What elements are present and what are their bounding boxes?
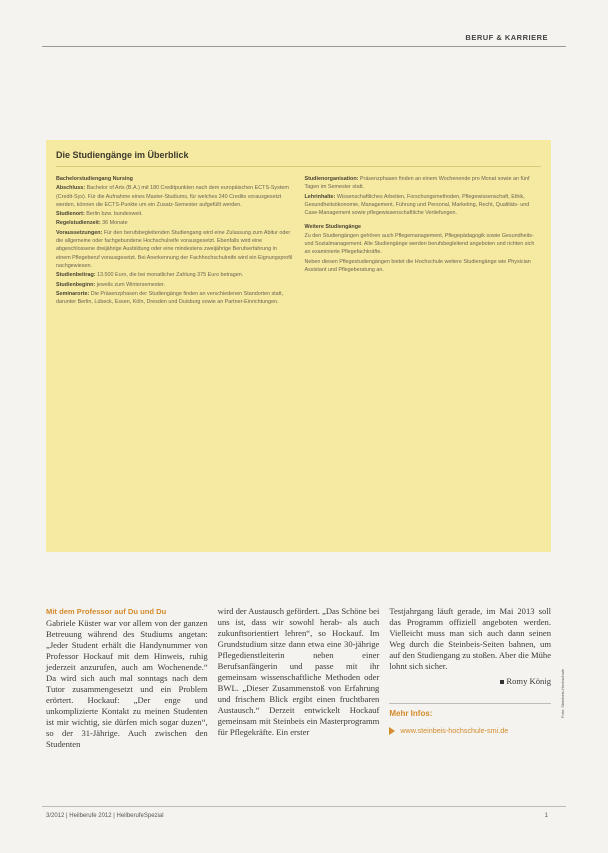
article-column-2	[218, 606, 380, 750]
box-entry	[56, 219, 293, 227]
box-entry-label: Abschluss:	[56, 185, 86, 192]
box-entry-text: 36 Monate	[102, 220, 128, 227]
box-entry-text: Bachelor of Arts (B.A.) mit 180 Creditpunkten nach dem europäischen ECTS-System (Credit-Sys). Für die Aufnahme eines Master-Studiums, für welches 240 Credits vorausgesetzt werden, können die ECTS-Punkte um ein Zusatz-Semester aufgefüllt werden.	[56, 185, 289, 208]
box-entry	[305, 232, 542, 257]
box-entry-text: Neben diesen Pflegestudiengängen bietet die Hochschule weitere Studiengänge wie Physician Assistant und Pflegeberatung an.	[304, 258, 531, 273]
footer-rule	[42, 806, 566, 807]
box-entry-label: Bachelorstudiengang Nursing	[56, 176, 133, 182]
page-number: 1	[544, 813, 548, 819]
box-right-column	[305, 175, 542, 307]
box-entry	[305, 175, 542, 192]
box-entry-label: Studienort:	[56, 211, 85, 218]
more-info-label: Mehr Infos:	[389, 703, 551, 719]
photo-credit: Foto: Steinbeis-Hochschule	[560, 669, 565, 718]
box-entry-text: Berlin bzw. bundesweit.	[86, 211, 143, 218]
author-name: Romy König	[506, 676, 552, 686]
box-entry	[305, 193, 542, 218]
footer-info: 3/2012 | Heilberufe 2012 | HeilberufeSpezial	[46, 813, 164, 819]
box-entry-text: Wissenschaftliches Arbeiten, Forschungsmethoden, Pflegewissenschaft, Ethik, Gesundheitsökonomie, Management, Führung und Personal, Marketing, Recht, Qualitäts- und Case-Management sowie pflegewissenschaftliche Vertiefungen.	[304, 193, 530, 217]
box-entry-text: Zu den Studiengängen gehören auch Pflegemanagement, Pflegepädagogik sowie Gesundheits- und Sozialmanagement. Alle Studiengänge werden berufsbegleitend angeboten und richten sich an examinierte Pflegefachkräfte.	[304, 232, 535, 256]
more-info-link[interactable]	[389, 725, 551, 736]
box-subheading: Weitere Studiengänge	[304, 224, 362, 231]
box-entry	[305, 258, 542, 275]
arrow-right-icon	[389, 727, 395, 735]
box-entry-text: jeweils zum Wintersemester.	[96, 281, 166, 288]
box-entry-label: Regelstudienzeit:	[56, 220, 101, 227]
box-entry-label: Studienbeginn:	[56, 281, 96, 288]
header-rule	[42, 46, 566, 47]
box-entry-text: Für den berufsbegleitenden Studiengang wird eine Zulassung zum Abitur oder die allgemeine oder fachgebundene Hochschulreife vorausgesetzt. Ebenfalls wird eine abgeschlossene dreijährige Ausbildung oder eine mindestens zweijährige Berufserfahrung in einem Pflegeberuf vorausgesetzt. Bei Anerkennung der Fachhochschulreife wird ein Eignungsprofil nachgewiesen.	[56, 229, 293, 269]
end-mark-icon	[500, 680, 504, 684]
box-entry	[56, 271, 293, 279]
subheading: Mit dem Professor auf Du und Du	[46, 607, 167, 616]
box-entry-text: Die Präsenzphasen der Studiengänge finden an verschiedenen Standorten statt, darunter Berlin, Lübeck, Essen, Köln, Dresden und Duisburg sowie an Partner-Einrichtungen.	[56, 290, 284, 306]
author-line	[389, 676, 551, 687]
more-info-url: www.steinbeis-hochschule-smi.de	[400, 726, 509, 735]
box-entry-label: Lehrinhalte:	[304, 193, 336, 200]
box-entry-text: 13.500 Euro, die bei monatlicher Zahlung 375 Euro betragen.	[97, 272, 244, 279]
article-column-3	[389, 606, 551, 750]
article-column-1	[46, 606, 208, 750]
box-entry-label: Voraussetzungen:	[56, 229, 103, 236]
article-paragraph: Testjahrgang läuft gerade, im Mai 2013 soll das Programm offiziell angeboten werden. Vielleicht muss man sich auch dann seinen Weg durch die Steinbeis-Seiten bahnen, um auf den Studiengang zu stoßen. Aber die Mühe lohnt sich sicher.	[389, 606, 552, 671]
box-title: Die Studiengänge im Überblick	[56, 150, 189, 160]
box-entry	[56, 229, 293, 270]
box-entry-text: Präsenzphasen finden an einem Wochenende pro Monat sowie an fünf Tagen im Semester statt.	[304, 176, 530, 191]
box-left-column	[56, 175, 293, 307]
box-entry	[56, 281, 293, 289]
article-body	[46, 606, 551, 750]
box-entry	[56, 184, 293, 209]
box-entry-label: Studienbeitrag:	[56, 272, 96, 279]
section-label: BERUF & KARRIERE	[465, 33, 548, 42]
box-divider	[56, 166, 541, 167]
article-paragraph: wird der Austausch gefördert. „Das Schöne bei uns ist, dass wir sowohl herab- als auch zukunftsorientiert lehren“, so Hockauf. Im Grundstudium sitze dann etwa eine 30-jährige Pflegedienstleiterin neben einer Berufsanfängerin und passe mit ihr gemeinsam wissenschaftliche Methoden oder BWL. „Dieser Zusammenstoß von Erfahrung und frischem Blick ergibt einen fruchtbaren Austausch.“ Derzeit entwickelt Hockauf gemeinsam mit Steinbeis ein Masterprogramm für Pflegekräfte. Ein erster	[217, 606, 380, 737]
box-entry-label: Studienorganisation:	[304, 176, 359, 182]
box-entry-label: Seminarorte:	[56, 290, 90, 297]
box-entry	[56, 210, 293, 218]
article-paragraph: Gabriele Küster war vor allem von der ganzen Betreuung während des Studiums angetan: „Jeder Student erhält die Handynummer von Professor Hockauf mit dem Hinweis, ruhig jederzeit anzurufen, auch am Wochenende.“ Da wird sich auch mal sonntags nach dem Tutor zusammengesetzt und ein Problem erörtert. Hockauf: „Der enge und unkomplizierte Kontakt zu meinen Studenten ist mir wichtig, sie dürfen mich sogar duzen“, so der 31-Jährige. Auch zwischen den Studenten	[46, 618, 208, 749]
overview-box	[46, 140, 551, 552]
box-entry	[56, 290, 293, 307]
box-entry	[56, 175, 293, 183]
